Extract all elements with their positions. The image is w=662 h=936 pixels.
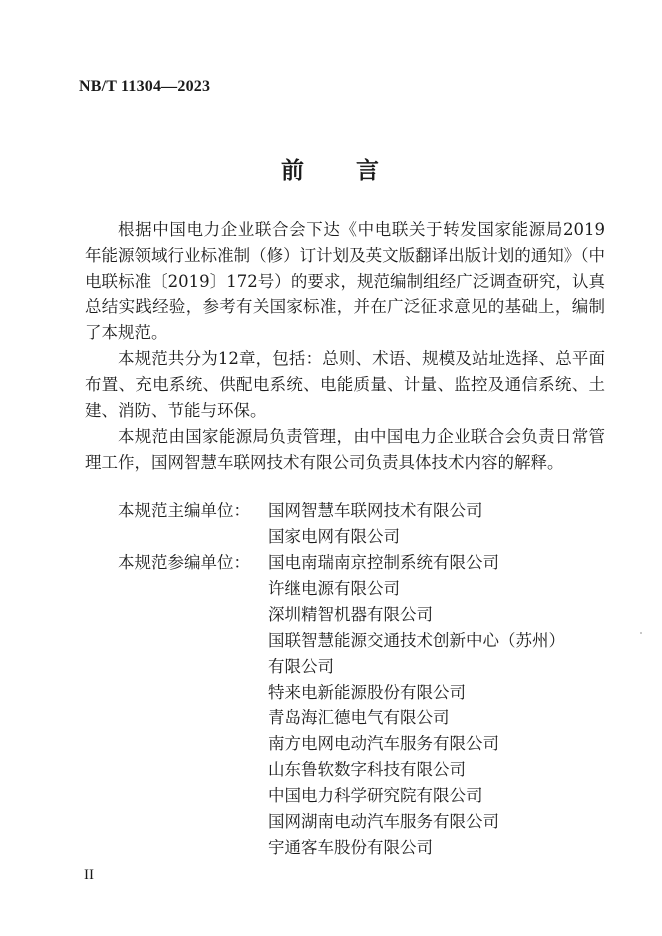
title-char-2: 言 — [356, 157, 381, 184]
standard-code: NB/T 11304—2023 — [79, 78, 211, 95]
scan-speck — [640, 632, 642, 634]
chief-editors-list — [268, 498, 483, 550]
participating-unit: 特来电新能源股份有限公司 — [268, 682, 466, 702]
paragraph-management: 本规范由国家能源局负责管理，由中国电力企业联合会负责日常管理工作，国网智慧车联网技术有限公司负责具体技术内容的解释。 — [85, 427, 605, 472]
participating-unit: 国联智慧能源交通技术创新中心（苏州） — [268, 630, 565, 650]
participating-unit: 宇通客车股份有限公司 — [268, 837, 433, 857]
title-char-1: 前 — [281, 157, 306, 184]
participating-unit: 国网湖南电动汽车服务有限公司 — [268, 812, 499, 832]
paragraph-basis: 根据中国电力企业联合会下达《中电联关于转发国家能源局2019年能源领域行业标准制（修）订计划及英文版翻译出版计划的通知》（中电联标准〔2019〕172号）的要求，规范编制组经广泛调查研究，认真总结实践经验，参考有关国家标准，并在广泛征求意见的基础上，编制了本规范。 — [85, 220, 605, 343]
page-number: II — [84, 867, 94, 883]
participating-unit: 国电南瑞南京控制系统有限公司 — [268, 553, 499, 572]
participating-unit: 南方电网电动汽车服务有限公司 — [268, 734, 499, 754]
chief-editors-label: 本规范主编单位： — [118, 501, 250, 520]
chief-editor-unit: 国网智慧车联网技术有限公司 — [268, 501, 483, 520]
participating-unit: 许继电源有限公司 — [268, 578, 400, 598]
participating-unit: 深圳精智机器有限公司 — [268, 604, 433, 624]
chief-editors-label-row — [118, 498, 268, 524]
participating-unit: 有限公司 — [268, 656, 334, 676]
page-title — [0, 152, 662, 185]
participating-editors-label-row — [118, 550, 268, 576]
participating-editors-label: 本规范参编单位： — [118, 553, 250, 572]
participating-unit: 中国电力科学研究院有限公司 — [268, 786, 483, 806]
participating-unit: 山东鲁软数字科技有限公司 — [268, 760, 466, 780]
paragraph-chapters: 本规范共分为12章，包括：总则、术语、规模及站址选择、总平面布置、充电系统、供配电系统、电能质量、计量、监控及通信系统、土建、消防、节能与环保。 — [85, 349, 605, 420]
chief-editor-unit: 国家电网有限公司 — [268, 526, 400, 546]
participating-unit: 青岛海汇德电气有限公司 — [268, 708, 450, 728]
participating-editors-list — [268, 550, 565, 861]
